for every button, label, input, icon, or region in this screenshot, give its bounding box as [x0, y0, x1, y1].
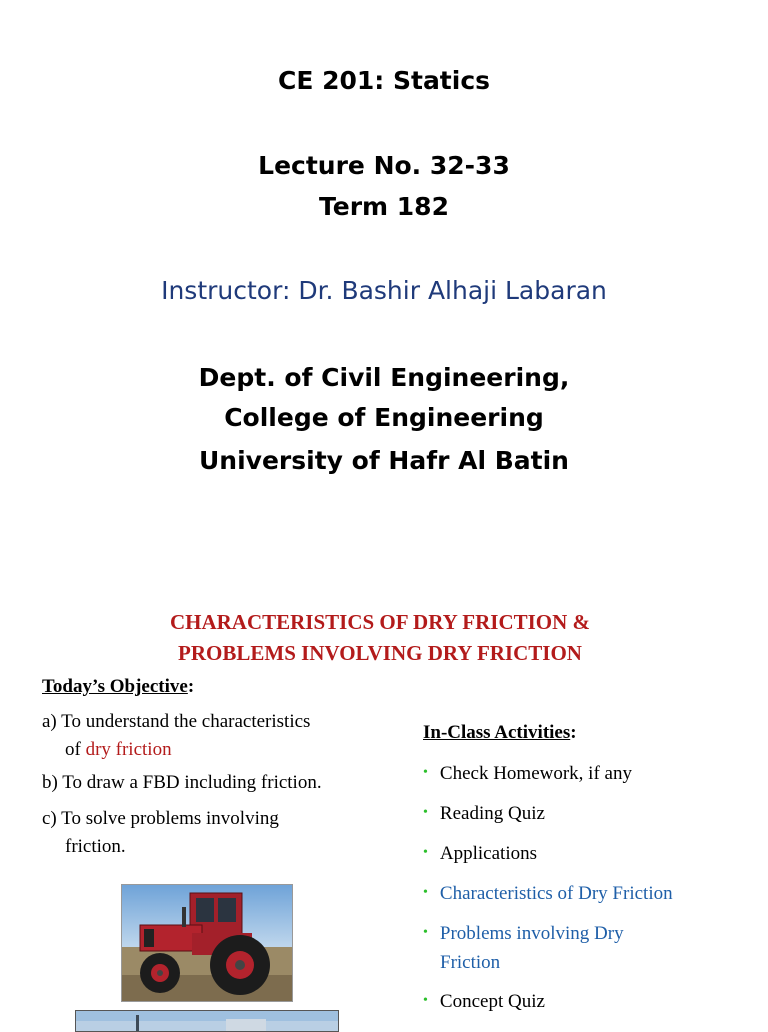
activity-item [423, 758, 753, 788]
objective-c-cont: friction. [65, 836, 126, 857]
department: Dept. of Civil Engineering, [198, 363, 570, 392]
activity-text: Concept Quiz [439, 991, 545, 1012]
bullet-icon: • [423, 993, 428, 1008]
dry-friction-highlight: dry friction [85, 739, 172, 760]
activity-text: Characteristics of Dry Friction [439, 883, 673, 904]
college: College of Engineering [224, 403, 544, 432]
bullet-icon: • [423, 805, 428, 820]
tractor-photo [121, 884, 293, 1002]
objective-a-cont [42, 736, 402, 764]
bullet-icon: • [423, 885, 428, 900]
activity-text: Check Homework, if any [439, 763, 632, 784]
activity-item [423, 918, 753, 977]
objective-b [42, 769, 402, 797]
instructor-name: Instructor: Dr. Bashir Alhaji Labaran [161, 276, 607, 305]
objective-a-text: a) To understand the characteristics [42, 711, 311, 732]
activity-text: Applications [439, 843, 538, 864]
objective-a-cont-plain: of [65, 739, 86, 760]
activity-text-cont: Friction [440, 952, 501, 973]
slide-title-line-2: PROBLEMS INVOLVING DRY FRICTION [178, 641, 582, 665]
university: University of Hafr Al Batin [199, 446, 569, 475]
activity-item [423, 986, 753, 1016]
activity-item [423, 838, 753, 868]
lecture-number: Lecture No. 32-33 [258, 151, 510, 180]
activity-text: Problems involving Dry [439, 923, 624, 944]
activities-heading-colon: : [570, 722, 577, 743]
objective-heading-label: Today’s Objective [42, 676, 188, 697]
objective-b-text: b) To draw a FBD including friction. [42, 772, 322, 793]
objective-heading [42, 676, 194, 698]
bullet-icon: • [423, 925, 428, 940]
term: Term 182 [319, 192, 449, 221]
objective-c-text: c) To solve problems involving [42, 808, 279, 829]
activity-item [423, 798, 753, 828]
activities-heading-label: In-Class Activities [423, 722, 571, 743]
activity-item [423, 878, 753, 908]
slide-title-line-1: CHARACTERISTICS OF DRY FRICTION & [169, 610, 591, 634]
course-title: CE 201: Statics [277, 66, 491, 95]
bottom-photo [75, 1010, 339, 1032]
activity-text: Reading Quiz [439, 803, 545, 824]
content-slide [0, 580, 768, 1024]
bullet-icon: • [423, 765, 428, 780]
bullet-icon: • [423, 845, 428, 860]
activities-heading [423, 722, 577, 744]
objective-a [42, 708, 402, 764]
objective-heading-colon: : [187, 676, 195, 697]
objective-c [42, 805, 402, 861]
